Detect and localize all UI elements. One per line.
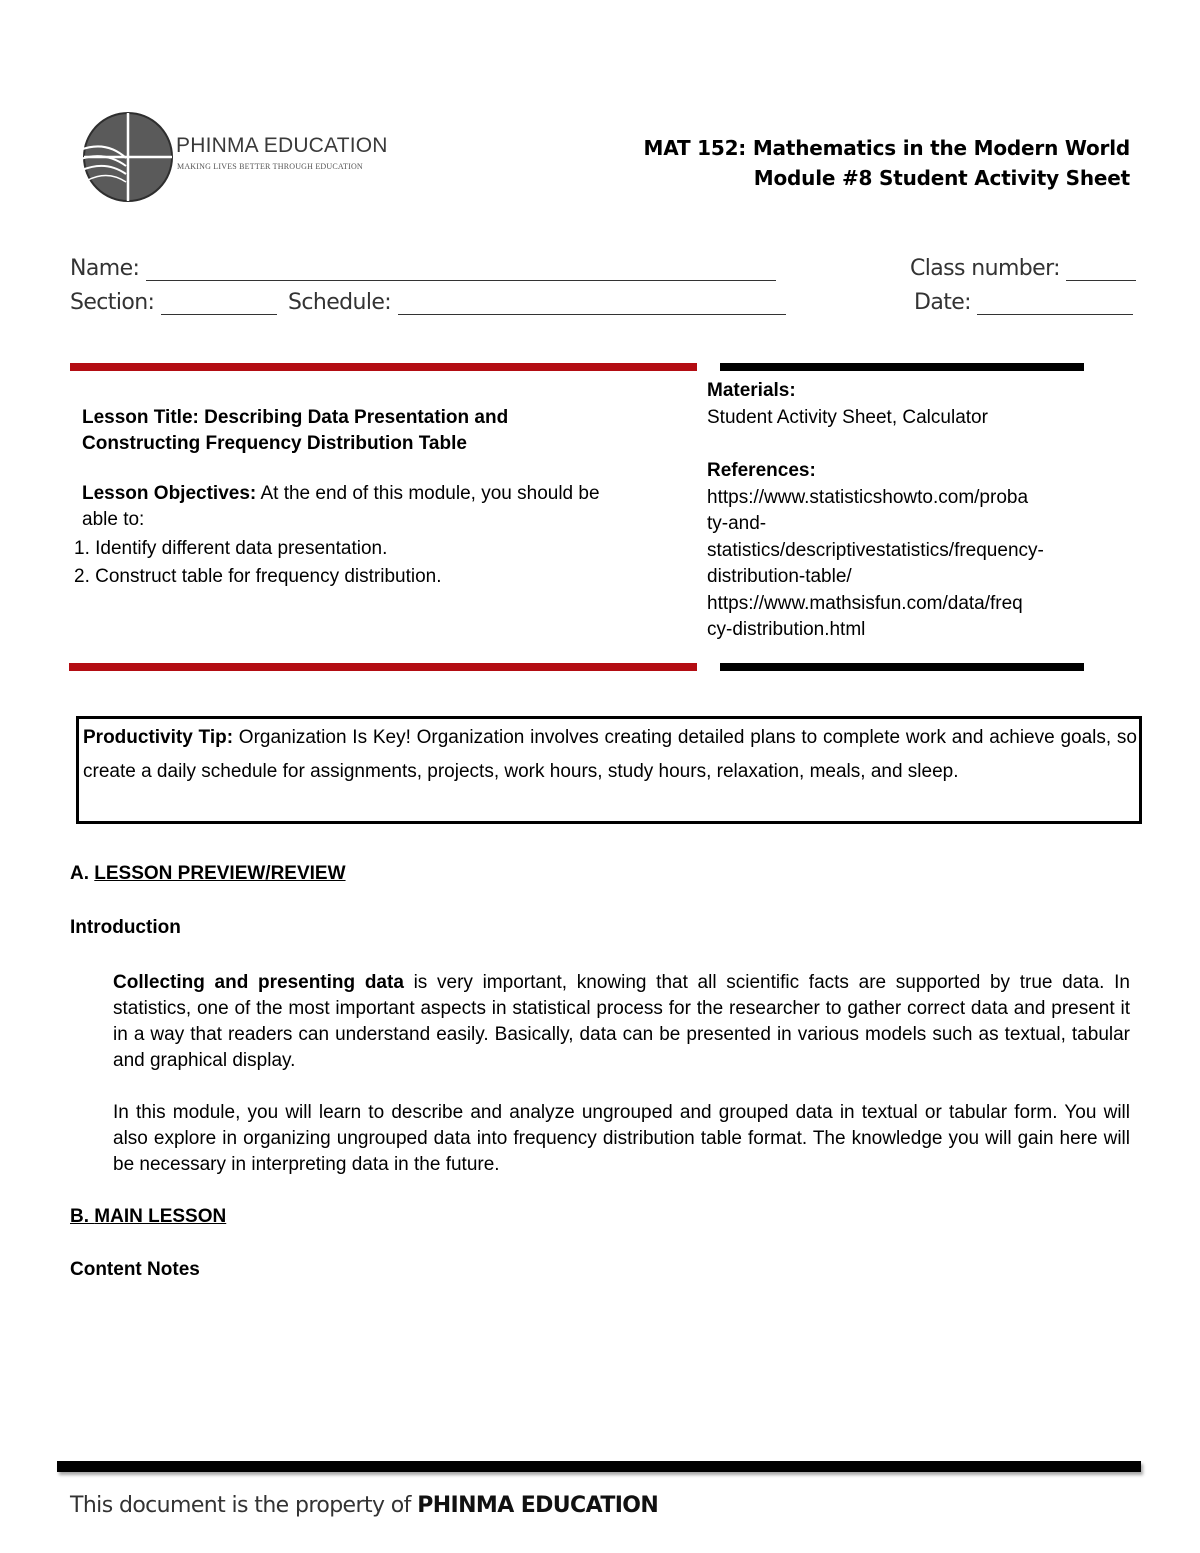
- reference-link[interactable]: https://www.statisticshowto.com/proba: [707, 486, 1029, 508]
- lesson-info: [74, 405, 682, 591]
- reference-link[interactable]: ty-and-: [707, 513, 767, 534]
- objective-item: 1. Identify different data presentation.: [74, 538, 388, 559]
- lesson-title-line-1: Lesson Title: Describing Data Presentation and: [82, 407, 509, 428]
- objective-item: 2. Construct table for frequency distribution.: [74, 566, 442, 587]
- intro-paragraph-2: In this module, you will learn to describe and analyze ungrouped and grouped data in textual or tabular form. You will also explore in organizing ungrouped data into frequency distribution table format. The knowledge you will gain here will be necessary in interpreting data in the future.: [113, 1102, 1130, 1175]
- productivity-tip-box: [76, 716, 1142, 824]
- intro-paragraph-1-text: is very important, knowing that all scientific facts are supported by true data. In statistics, one of the most important aspects in statistical process for the researcher to gather correct data and present it in a way that readers can understand easily. Basically, data can be presented in various models such as textual, tabular and graphical display.: [113, 972, 1130, 1071]
- schedule-line[interactable]: [398, 292, 786, 315]
- black-divider-bottom: [720, 663, 1084, 671]
- tip-text: Organization Is Key! Organization involves creating detailed plans to complete work and achieve goals, so create a daily schedule for assignments, projects, work hours, study hours, relaxation, meals, and sleep.: [83, 727, 1137, 782]
- intro-paragraph-1-bold: Collecting and presenting data: [113, 972, 404, 993]
- date-label: Date:: [914, 290, 971, 315]
- section-label: Section:: [70, 290, 155, 315]
- name-line[interactable]: [146, 258, 776, 281]
- section-a-prefix: A.: [70, 863, 95, 884]
- red-divider-top: [70, 363, 697, 371]
- date-line[interactable]: [977, 292, 1133, 315]
- name-field[interactable]: [70, 256, 776, 281]
- course-title: MAT 152: Mathematics in the Modern World: [643, 136, 1130, 160]
- intro-paragraph-1: [113, 970, 1130, 1074]
- schedule-field[interactable]: [288, 290, 786, 315]
- black-divider-top: [720, 363, 1084, 371]
- tip-label: Productivity Tip:: [83, 727, 234, 748]
- lesson-title-line-2: Constructing Frequency Distribution Table: [82, 433, 467, 454]
- footer-owner: PHINMA EDUCATION: [417, 1493, 659, 1518]
- materials-label: Materials:: [707, 380, 796, 401]
- lesson-objectives: [82, 481, 682, 533]
- date-field[interactable]: [914, 290, 1133, 315]
- name-label: Name:: [70, 256, 140, 281]
- introduction-heading: Introduction: [70, 917, 181, 938]
- module-title: Module #8 Student Activity Sheet: [753, 166, 1130, 190]
- section-field[interactable]: [70, 290, 277, 315]
- footer-text-prefix: This document is the property of: [70, 1493, 418, 1518]
- class-number-line[interactable]: [1066, 258, 1136, 281]
- objectives-list: [74, 535, 682, 591]
- lesson-title: [82, 405, 682, 457]
- materials-references: [707, 378, 1097, 644]
- schedule-label: Schedule:: [288, 290, 392, 315]
- section-a-heading: [70, 863, 346, 885]
- globe-book-icon: [76, 110, 176, 204]
- objectives-label: Lesson Objectives:: [82, 483, 257, 504]
- section-a-title: LESSON PREVIEW/REVIEW: [94, 863, 346, 884]
- red-divider-bottom: [69, 663, 697, 671]
- content-notes-heading: Content Notes: [70, 1259, 200, 1280]
- reference-link[interactable]: statistics/descriptivestatistics/frequency-: [707, 539, 1044, 561]
- class-number-label: Class number:: [910, 256, 1060, 281]
- section-b-title: MAIN LESSON: [94, 1206, 227, 1227]
- references-label: References:: [707, 460, 816, 481]
- reference-link[interactable]: cy-distribution.html: [707, 619, 866, 640]
- class-number-field[interactable]: [910, 256, 1136, 281]
- section-line[interactable]: [161, 292, 277, 315]
- objectives-intro-2: able to:: [82, 509, 145, 530]
- reference-link[interactable]: distribution-table/: [707, 566, 852, 587]
- objectives-intro: At the end of this module, you should be: [256, 483, 600, 504]
- section-b-prefix: B.: [70, 1206, 95, 1227]
- logo-name: PHINMA EDUCATION: [176, 134, 388, 157]
- reference-link[interactable]: https://www.mathsisfun.com/data/freq: [707, 592, 1023, 614]
- footer-bar: [57, 1461, 1141, 1472]
- course-heading: [644, 133, 1130, 193]
- footer-text: [70, 1493, 658, 1518]
- logo-tagline: MAKING LIVES BETTER THROUGH EDUCATION: [177, 162, 363, 171]
- materials-value: Student Activity Sheet, Calculator: [707, 406, 988, 428]
- section-b-heading: [70, 1206, 226, 1228]
